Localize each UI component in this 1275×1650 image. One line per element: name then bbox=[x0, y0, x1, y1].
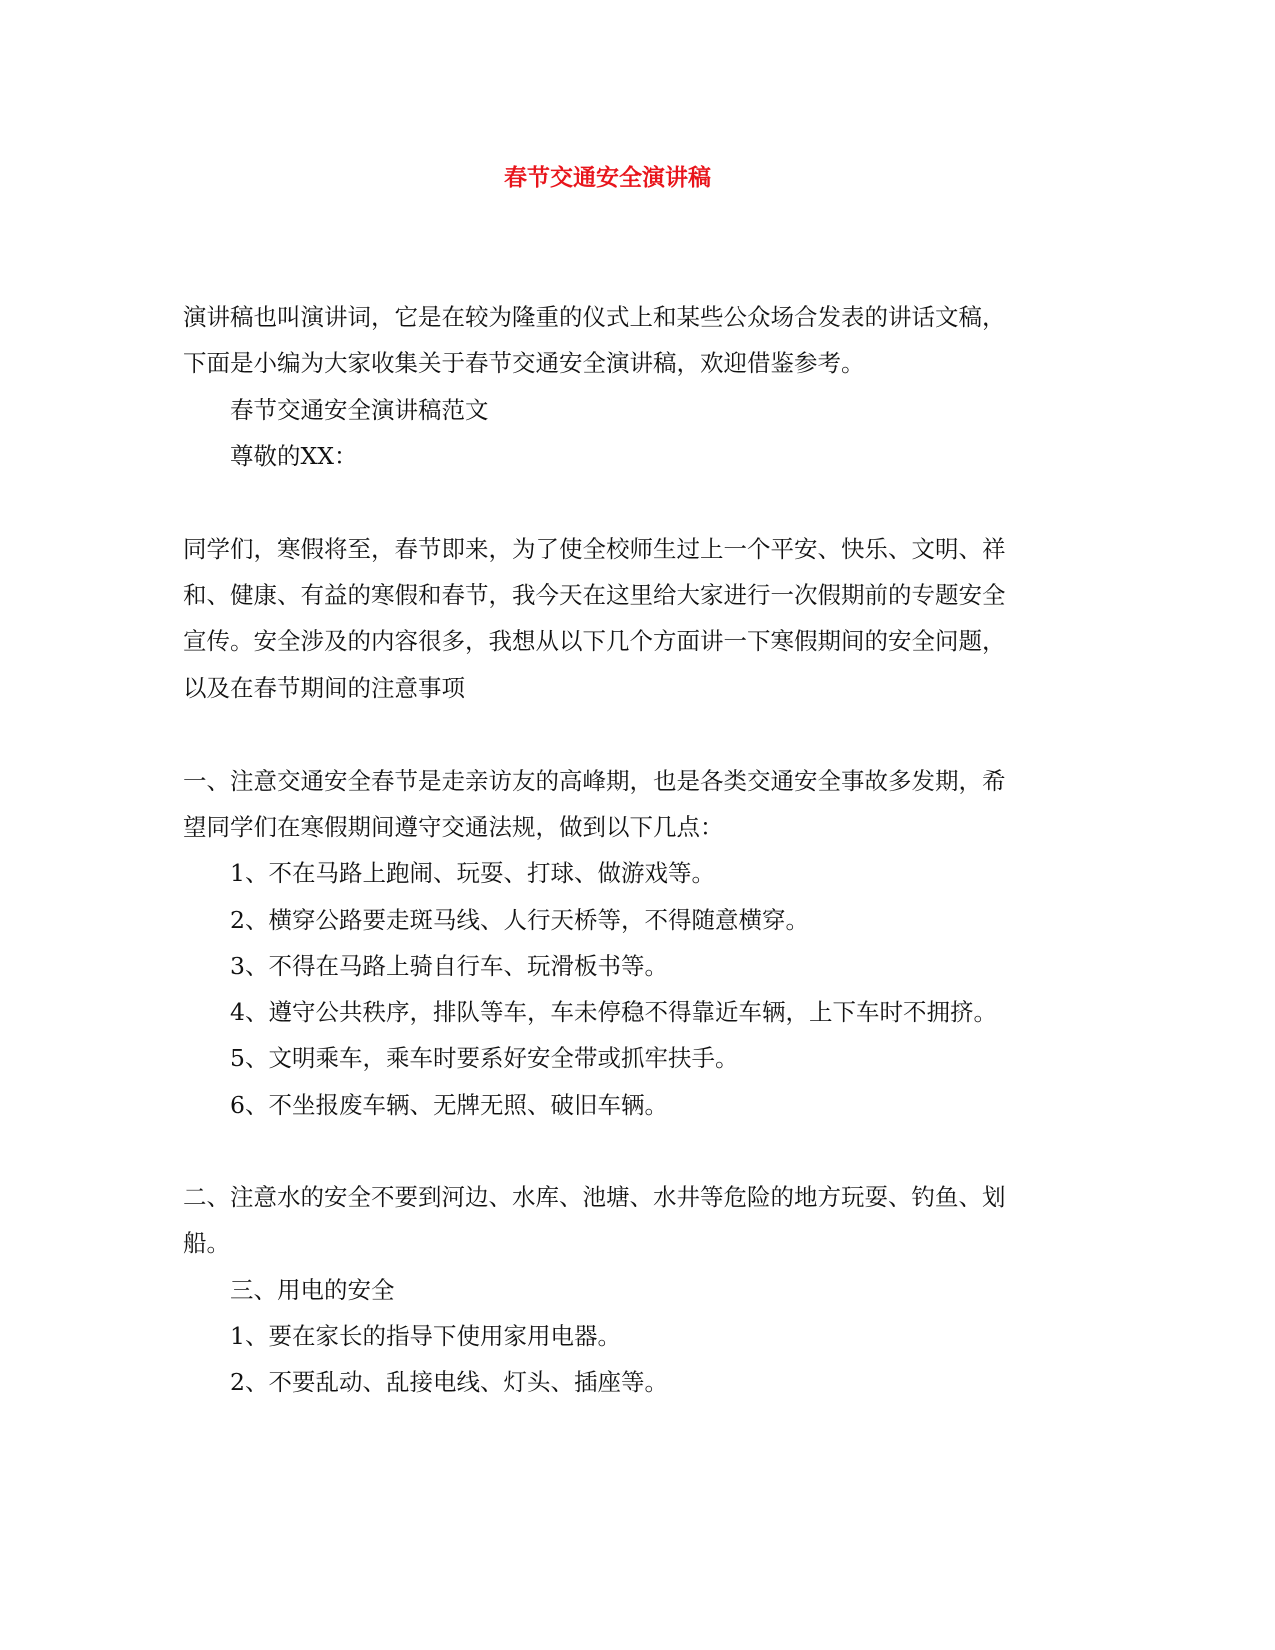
section-heading-line: 二、注意水的安全不要到河边、水库、池塘、水井等危险的地方玩耍、钓鱼、划 bbox=[183, 1183, 1006, 1211]
paragraph-line: 以及在春节期间的注意事项 bbox=[183, 674, 465, 702]
list-item: 2、不要乱动、乱接电线、灯头、插座等。 bbox=[230, 1368, 668, 1396]
list-item: 2、横穿公路要走斑马线、人行天桥等，不得随意横穿。 bbox=[230, 906, 809, 934]
section-heading-line: 一、注意交通安全春节是走亲访友的高峰期，也是各类交通安全事故多发期，希 bbox=[183, 767, 1006, 795]
list-item: 1、要在家长的指导下使用家用电器。 bbox=[230, 1322, 621, 1350]
paragraph-line: 演讲稿也叫演讲词，它是在较为隆重的仪式上和某些公众场合发表的讲话文稿， bbox=[183, 303, 1006, 331]
paragraph-line: 望同学们在寒假期间遵守交通法规，做到以下几点： bbox=[183, 813, 724, 841]
document-title: 春节交通安全演讲稿 bbox=[504, 164, 711, 191]
paragraph-line: 同学们，寒假将至，春节即来，为了使全校师生过上一个平安、快乐、文明、祥 bbox=[183, 535, 1006, 563]
list-item: 4、遵守公共秩序，排队等车，车未停稳不得靠近车辆，上下车时不拥挤。 bbox=[230, 998, 997, 1026]
section-heading: 三、用电的安全 bbox=[230, 1276, 395, 1304]
list-item: 3、不得在马路上骑自行车、玩滑板书等。 bbox=[230, 952, 668, 980]
list-item: 1、不在马路上跑闹、玩耍、打球、做游戏等。 bbox=[230, 859, 715, 887]
paragraph-line: 船。 bbox=[183, 1229, 230, 1257]
paragraph-line: 宣传。安全涉及的内容很多，我想从以下几个方面讲一下寒假期间的安全问题， bbox=[183, 627, 1006, 655]
paragraph-line: 和、健康、有益的寒假和春节，我今天在这里给大家进行一次假期前的专题安全 bbox=[183, 581, 1006, 609]
list-item: 5、文明乘车，乘车时要系好安全带或抓牢扶手。 bbox=[230, 1044, 739, 1072]
list-item: 6、不坐报废车辆、无牌无照、破旧车辆。 bbox=[230, 1091, 668, 1119]
paragraph-line: 下面是小编为大家收集关于春节交通安全演讲稿，欢迎借鉴参考。 bbox=[183, 349, 865, 377]
salutation: 尊敬的XX： bbox=[230, 442, 358, 470]
subheading: 春节交通安全演讲稿范文 bbox=[230, 396, 489, 424]
